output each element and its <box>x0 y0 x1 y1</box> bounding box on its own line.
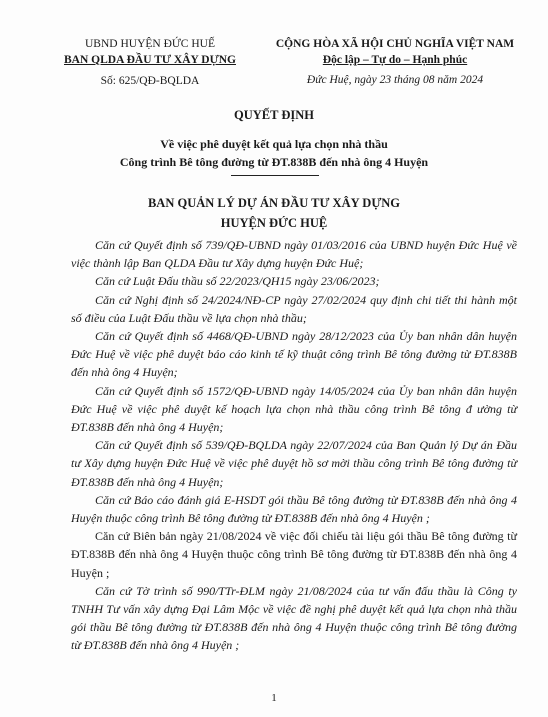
national-motto: Độc lập – Tự do – Hạnh phúc <box>322 54 468 66</box>
document-number: Số: 625/QĐ-BQLDA <box>100 75 200 87</box>
legal-basis-paragraph: Căn cứ Báo cáo đánh giá E-HSDT gói thầu Bê tông đường từ ĐT.838B đến nhà ông 4 Huyện thuộc công trình Bê tông đường từ ĐT.838B đến nhà ông 4 Huyện ; <box>71 492 517 526</box>
page-number: 1 <box>271 692 277 704</box>
issuing-agency-block <box>60 36 240 89</box>
place-date: Đức Huệ, ngày 23 tháng 08 năm 2024 <box>306 74 484 86</box>
legal-basis-paragraph: Căn cứ Biên bản ngày 21/08/2024 về việc đối chiếu tài liệu gói thầu Bê tông đường từ ĐT.838B đến nhà ông 4 Huyện thuộc công trình Bê tông đường từ ĐT.838B đến nhà ông 4 Huyện ; <box>71 529 517 580</box>
legal-basis-paragraph: Căn cứ Quyết định số 1572/QĐ-UBND ngày 14/05/2024 của Ủy ban nhân dân huyện Đức Huệ về việc phê duyệt kế hoạch lựa chọn nhà thầu công trình Bê tông đ ường từ ĐT.838B đến nhà ông 4 Huyện; <box>71 383 517 435</box>
issuer-heading-line2: HUYỆN ĐỨC HUỆ <box>220 216 328 230</box>
legal-basis-paragraph: Căn cứ Quyết định số 4468/QĐ-UBND ngày 28/12/2023 của Ủy ban nhân dân huyện Đức Huệ về việc phê duyệt báo cáo kinh tế kỹ thuật công trình Bê tông đường từ ĐT.838B đến nhà ông 4 Huyện; <box>71 329 517 380</box>
legal-basis-section <box>71 236 517 655</box>
document-subject-line1: Về việc phê duyệt kết quả lựa chọn nhà thầu <box>160 137 388 151</box>
legal-basis-paragraph: Căn cứ Nghị định số 24/2024/NĐ-CP ngày 27/02/2024 quy định chi tiết thi hành một số điều của Luật Đấu thầu về lựa chọn nhà thầu; <box>71 292 517 325</box>
legal-basis-paragraph: Căn cứ Tờ trình số 990/TTr-ĐLM ngày 21/08/2024 của tư vấn đấu thầu là Công ty TNHH Tư vấn xây dựng Đại Lâm Mộc về việc đề nghị phê duyệt kết quả lựa chọn nhà thầu gói thầu Bê tông đường từ ĐT.838B đến nhà ông 4 Huyện thuộc công trình Bê tông đường từ ĐT.838B đến nhà ông 4 Huyện ; <box>71 583 517 653</box>
title-divider <box>231 175 319 176</box>
issuing-agency: BAN QLDA ĐẦU TƯ XÂY DỰNG <box>64 54 236 66</box>
issuer-heading-line1: BAN QUẢN LÝ DỰ ÁN ĐẦU TƯ XÂY DỰNG <box>147 196 401 210</box>
legal-basis-paragraph: Căn cứ Quyết định số 539/QĐ-BQLDA ngày 22/07/2024 của Ban Quản lý Dự án Đầu tư Xây dựng huyện Đức Huệ về việc phê duyệt hồ sơ mời thầu công trình Bê tông đường từ ĐT.838B đến nhà ông 4 Huyện; <box>71 438 517 489</box>
document-title: QUYẾT ĐỊNH <box>234 108 314 122</box>
parent-agency: UBND HUYỆN ĐỨC HUẾ <box>85 38 215 50</box>
legal-basis-paragraph: Căn cứ Luật Đấu thầu số 22/2023/QH15 ngày 23/06/2023; <box>95 274 380 289</box>
national-header-block <box>256 36 534 88</box>
legal-basis-paragraph: Căn cứ Quyết định số 739/QĐ-UBND ngày 01/03/2016 của UBND huyện Đức Huệ về việc thành lập Ban QLDA Đầu tư Xây dựng huyện Đức Huệ; <box>71 238 517 271</box>
national-title: CỘNG HÒA XÃ HỘI CHỦ NGHĨA VIỆT NAM <box>275 38 515 50</box>
document-subject-line2: Công trình Bê tông đường từ ĐT.838B đến nhà ông 4 Huyện <box>119 155 429 169</box>
